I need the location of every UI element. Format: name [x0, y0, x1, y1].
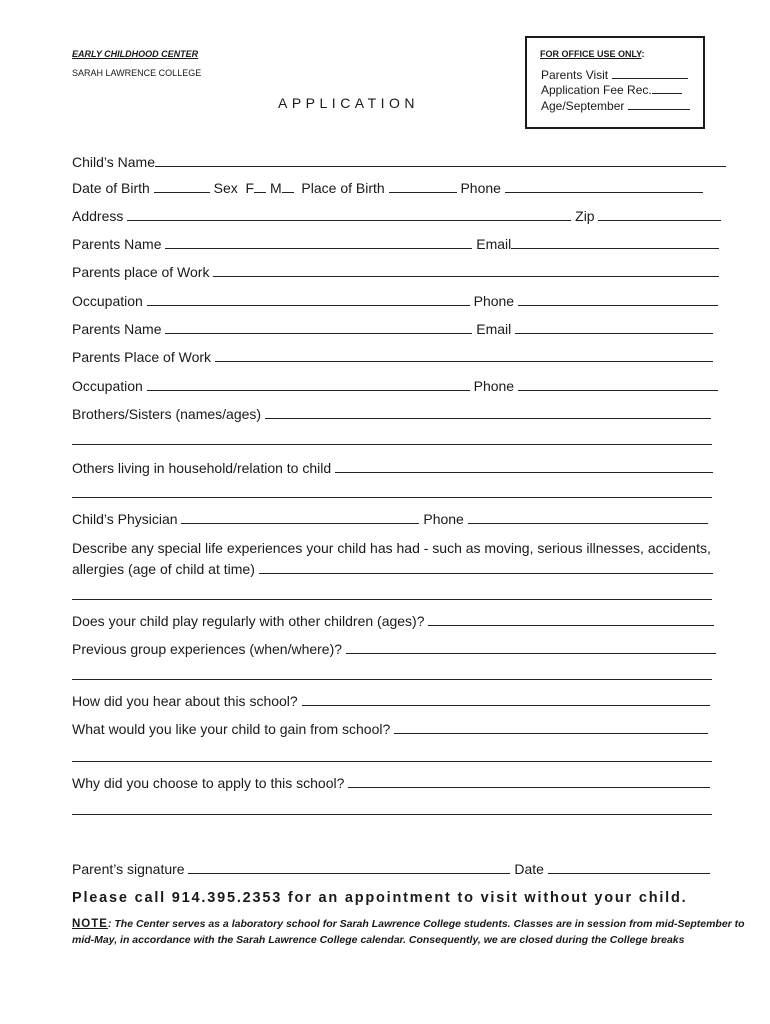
parents-work-row-1: Parents place of Work: [72, 264, 719, 280]
gain-from-school-row: What would you like your child to gain from school?: [72, 721, 708, 737]
siblings-extra-line[interactable]: [72, 444, 712, 445]
office-age-september: Age/September: [541, 97, 690, 113]
occupation-field-1[interactable]: [147, 293, 470, 306]
others-household-extra-line[interactable]: [72, 497, 712, 498]
office-use-box: [525, 36, 705, 129]
place-of-birth-field[interactable]: [389, 180, 457, 193]
siblings-field[interactable]: [265, 406, 711, 419]
siblings-row: Brothers/Sisters (names/ages): [72, 406, 711, 422]
previous-group-extra-line[interactable]: [72, 679, 712, 680]
parents-name-field-1[interactable]: [165, 236, 472, 249]
college-name: SARAH LAWRENCE COLLEGE: [72, 68, 202, 78]
occupation-field-2[interactable]: [147, 378, 470, 391]
phone-field[interactable]: [505, 180, 703, 193]
phone-field-3[interactable]: [518, 378, 718, 391]
address-field[interactable]: [127, 208, 571, 221]
office-age-line[interactable]: [628, 97, 690, 110]
signature-row: Parent’s signature Date: [72, 861, 710, 877]
why-apply-row: Why did you choose to apply to this school?: [72, 775, 710, 791]
others-household-field[interactable]: [335, 460, 713, 473]
note-label: NOTE: [72, 918, 108, 930]
physician-field[interactable]: [181, 511, 419, 524]
physician-phone-field[interactable]: [468, 511, 708, 524]
parents-name-row-2: Parents Name Email: [72, 321, 713, 337]
sex-f-field[interactable]: [254, 180, 266, 193]
others-household-row: Others living in household/relation to child: [72, 460, 713, 476]
previous-group-field[interactable]: [346, 641, 716, 654]
note-paragraph: NOTE: The Center serves as a laboratory school for Sarah Lawrence College students. Classes are in session from mid-September to mid-May, in accordance with the Sarah Lawrence College calendar. Consequently, we are closed during the College breaks: [72, 918, 745, 946]
plays-with-children-field[interactable]: [428, 613, 714, 626]
why-apply-extra-line[interactable]: [72, 814, 712, 815]
page-title: APPLICATION: [278, 95, 420, 111]
center-name: EARLY CHILDHOOD CENTER: [72, 49, 199, 59]
hear-about-row: How did you hear about this school?: [72, 693, 710, 709]
life-experiences-row: allergies (age of child at time): [72, 561, 713, 577]
date-field[interactable]: [548, 861, 710, 874]
parents-name-field-2[interactable]: [165, 321, 472, 334]
parents-work-field-1[interactable]: [213, 264, 719, 277]
gain-from-school-field[interactable]: [394, 721, 708, 734]
office-parents-visit-line[interactable]: [612, 66, 688, 79]
gain-from-school-extra-line[interactable]: [72, 761, 712, 762]
office-application-fee: Application Fee Rec.: [541, 81, 682, 97]
email-field-2[interactable]: [515, 321, 713, 334]
appointment-call-text: Please call 914.395.2353 for an appointment to visit without your child.: [72, 890, 688, 906]
occupation-row-2: Occupation Phone: [72, 378, 718, 394]
life-experiences-field[interactable]: [259, 561, 713, 574]
plays-with-children-row: Does your child play regularly with other children (ages)?: [72, 613, 714, 629]
physician-row: Child’s Physician Phone: [72, 511, 708, 527]
office-parents-visit: Parents Visit: [541, 66, 688, 82]
sex-m-field[interactable]: [282, 180, 294, 193]
hear-about-field[interactable]: [302, 693, 710, 706]
life-experiences-extra-line[interactable]: [72, 599, 712, 600]
child-name-field[interactable]: [155, 154, 726, 167]
dob-field[interactable]: [154, 180, 210, 193]
parents-name-row-1: Parents Name Email: [72, 236, 719, 252]
why-apply-field[interactable]: [348, 775, 710, 788]
parents-work-row-2: Parents Place of Work: [72, 349, 713, 365]
life-experiences-prompt: Describe any special life experiences your child has had - such as moving, serious illnesses, accidents,: [72, 540, 711, 556]
parents-work-field-2[interactable]: [215, 349, 713, 362]
phone-field-2[interactable]: [518, 293, 718, 306]
signature-field[interactable]: [188, 861, 510, 874]
note-text: The Center serves as a laboratory school for Sarah Lawrence College students. Classes are in session from mid-September to mid-May, in accordance with the Sarah Lawrence College calendar. Consequently, we are closed during the College breaks: [72, 918, 745, 946]
occupation-row-1: Occupation Phone: [72, 293, 718, 309]
email-field-1[interactable]: [511, 236, 719, 249]
child-name-row: Child’s Name: [72, 154, 726, 170]
address-row: Address Zip: [72, 208, 721, 224]
previous-group-row: Previous group experiences (when/where)?: [72, 641, 716, 657]
office-application-fee-line[interactable]: [652, 81, 682, 94]
birth-row: Date of Birth Sex F M Place of Birth Phone: [72, 180, 703, 196]
office-use-title: FOR OFFICE USE ONLY:: [540, 49, 645, 59]
zip-field[interactable]: [598, 208, 721, 221]
